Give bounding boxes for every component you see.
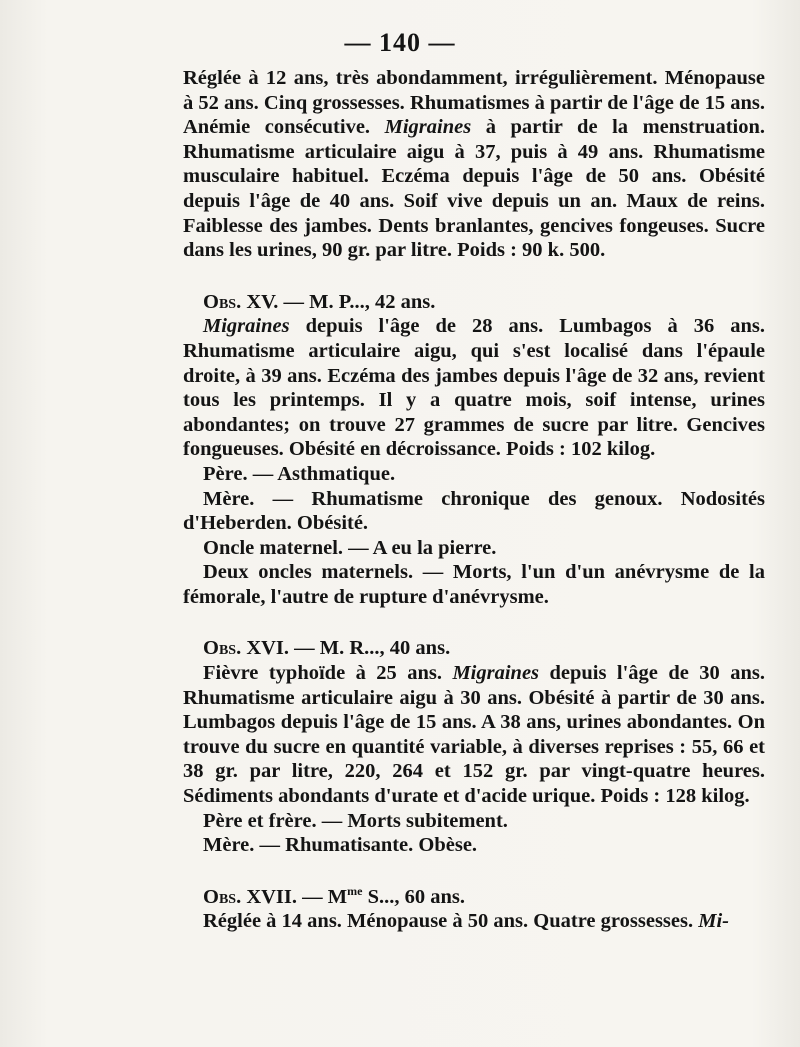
- obs-17-heading: [183, 885, 765, 910]
- obs-16-label: Obs. XVI.: [203, 637, 290, 660]
- migraines-term: Migraines: [384, 116, 472, 139]
- obs-15-label: Obs. XV.: [203, 290, 279, 313]
- migraines-term: Migraines: [452, 662, 540, 685]
- obs-15-two-uncles: Deux oncles maternels. — Morts, l'un d'un anévrysme de la fémorale, l'autre de rupture d'anévrysme.: [183, 561, 765, 608]
- intro-text-b: à partir de la menstruation. Rhumatisme articulaire aigu à 37, puis à 49 ans. Rhumatisme musculaire habituel. Eczéma depuis l'âge de 50 ans. Obésité depuis l'âge de 40 ans. Soif vive depuis un an. Maux de reins. Faiblesse des jambes. Dents branlantes, gencives fongeuses. Sucre dans les urines, 90 gr. par litre. Poids : 90 k. 500.: [183, 116, 765, 262]
- obs-15-uncle: Oncle maternel. — A eu la pierre.: [203, 536, 497, 559]
- obs-16-patient: — M. R..., 40 ans.: [289, 637, 451, 660]
- obs-15-mother: Mère. — Rhumatisme chronique des genoux. Nodosités d'Heberden. Obésité.: [183, 487, 765, 535]
- migraines-term: Migraines: [203, 315, 290, 338]
- obs-17-body: [183, 909, 765, 934]
- obs-16-body-text-a: Fièvre typhoïde à 25 ans.: [203, 662, 453, 685]
- obs-15-body: [183, 314, 765, 462]
- obs-15-patient: — M. P..., 42 ans.: [278, 290, 436, 313]
- obs-17-patient-b: S..., 60 ans.: [362, 885, 465, 908]
- spacer: [183, 609, 765, 636]
- migraines-term-fragment: Mi-: [698, 910, 729, 933]
- obs-17-label: Obs. XVII.: [203, 885, 298, 908]
- obs-16-heading: [183, 636, 765, 661]
- obs-17-patient-sup: me: [347, 883, 363, 898]
- intro-text-a: Réglée à 12 ans, très abondamment, irrégulièrement. Ménopause à 52 ans. Cinq grossesses. Rhumatismes à partir de l'âge de 15 ans. Anémie consécutive.: [183, 67, 765, 139]
- obs-16-body-text-b: depuis l'âge de 30 ans. Rhumatisme articulaire aigu à 30 ans. Obésité à partir de 30 ans. Lumbagos depuis l'âge de 15 ans. A 38 ans, urines abondantes. On trouve du sucre en quantité variable, à diverses reprises : 55, 66 et 38 gr. par litre, 220, 264 et 152 gr. par vingt-quatre heures. Sédiments abondants d'urate et d'acide urique. Poids : 128 kilog.: [183, 662, 765, 808]
- spacer: [183, 263, 765, 290]
- obs-15-heading: [183, 290, 765, 315]
- spacer: [183, 858, 765, 885]
- obs-15-body-text: depuis l'âge de 28 ans. Lumbagos à 36 ans. Rhumatisme articulaire aigu, qui s'est localisé dans l'épaule droite, à 39 ans. Eczéma des jambes depuis l'âge de 32 ans, revient tous les printemps. Il y a quatre mois, soif intense, urines abondantes; on trouve 27 grammes de sucre par litre. Gencives fongueuses. Obésité en décroissance. Poids : 102 kilog.: [183, 315, 765, 461]
- obs-17-body-text: Réglée à 14 ans. Ménopause à 50 ans. Quatre grossesses.: [203, 910, 699, 933]
- intro-paragraph: [183, 66, 765, 263]
- obs-16-father-brother: Père et frère. — Morts subitement.: [203, 809, 508, 832]
- page-number: — 140 —: [344, 28, 456, 57]
- obs-16-body: [183, 661, 765, 809]
- obs-17-patient-a: — M: [297, 885, 348, 908]
- obs-16-mother: Mère. — Rhumatisante. Obèse.: [203, 834, 478, 857]
- obs-15-father: Père. — Asthmatique.: [203, 462, 396, 485]
- page-content: [183, 66, 765, 934]
